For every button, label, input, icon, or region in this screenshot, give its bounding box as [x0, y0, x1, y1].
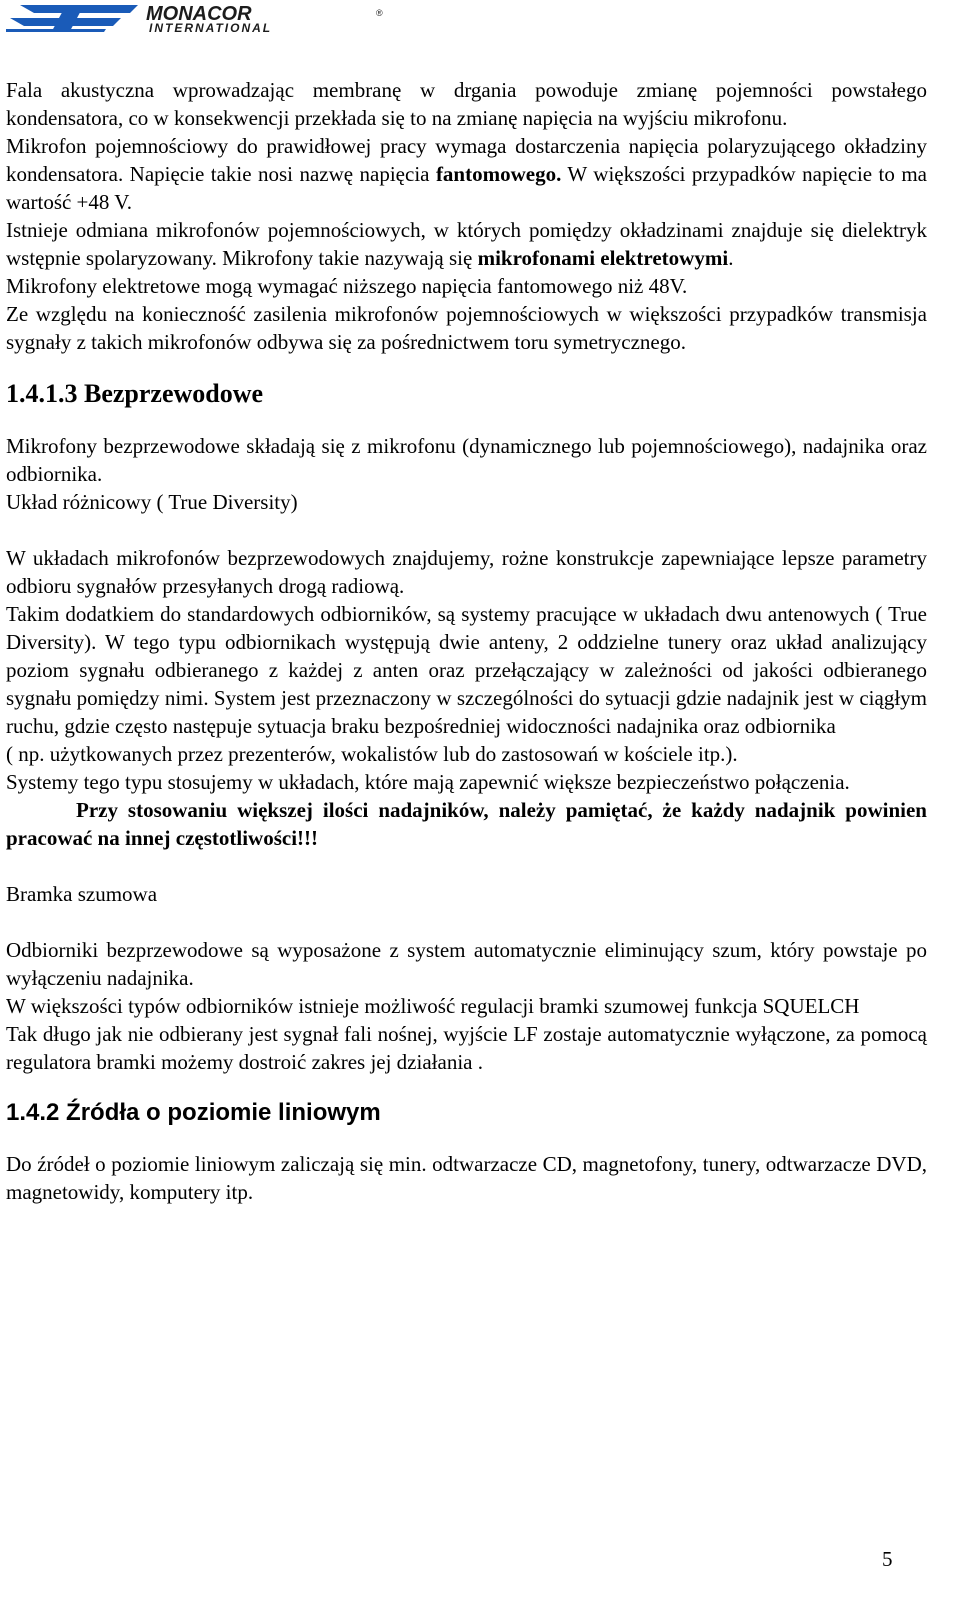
text-run: W większości przypadków napięcie to ma wartość +48 V. [6, 162, 927, 214]
paragraph-wireless-components: Mikrofony bezprzewodowe składają się z mikrofonu (dynamicznego lub pojemnościowego), nadajnika oraz odbiornika. [6, 434, 927, 486]
spacer [6, 516, 927, 544]
bold-term-electret: mikrofonami elektretowymi [477, 246, 729, 270]
paragraph-phantom-power [6, 132, 927, 216]
paragraph-electret [6, 216, 927, 272]
bold-warning: Przy stosowaniu większej ilości nadajników, należy pamiętać, że każdy nadajnik powinien pracować na innej częstotliwości!!! [6, 798, 927, 850]
text-run: Mikrofon pojemnościowy do prawidłowej pracy wymaga dostarczenia napięcia polaryzującego okładziny kondensatora. Napięcie takie nosi nazwę napięcia [6, 134, 927, 186]
paragraph-squelch: W większości typów odbiorników istnieje możliwość regulacji bramki szumowej funkcja SQUELCH [6, 994, 860, 1018]
paragraph-true-diversity-title: Układ różnicowy ( True Diversity) [6, 490, 298, 514]
logo-registered-mark: ® [376, 8, 383, 18]
document-body [6, 76, 927, 1206]
paragraph-frequency-warning [6, 796, 927, 852]
text-run: Istnieje odmiana mikrofonów pojemnościowych, w których pomiędzy okładzinami znajduje się dielektryk wstępnie spolaryzowany. Mikrofony takie nazywają się [6, 218, 927, 270]
bold-term-fantomowego: fantomowego. [435, 162, 562, 186]
paragraph-electret-voltage: Mikrofony elektretowe mogą wymagać niższego napięcia fantomowego niż 48V. [6, 274, 688, 298]
spacer [6, 908, 927, 936]
logo-brand-name: MONACOR [146, 3, 252, 25]
paragraph-line-level-sources: Do źródeł o poziomie liniowym zaliczają się min. odtwarzacze CD, magnetofony, tunery, odtwarzacze DVD, magnetowidy, komputery itp. [6, 1152, 927, 1204]
page-number: 5 [882, 1547, 893, 1571]
paragraph-dual-antenna: Takim dodatkiem do standardowych odbiorników, są systemy pracujące w układach dwu antenowych ( True Diversity). W tego typu odbiornikach występują dwie anteny, 2 oddzielne tunery oraz układ analizujący poziom sygnału odbieranego z każdej z anten oraz przełączający w zależności od jakości odbieranego sygnału pomiędzy nimi. System jest przeznaczony w szczególności do sytuacji gdzie nadajnik jest w ciągłym ruchu, gdzie często następuje sytuacja braku bezpośredniej widoczności nadajnika oraz odbiornika [6, 602, 927, 738]
spacer [6, 852, 927, 880]
paragraph-safety: Systemy tego typu stosujemy w układach, które mają zapewnić większe bezpieczeństwo połączenia. [6, 770, 850, 794]
paragraph-wireless-constructions: W układach mikrofonów bezprzewodowych znajdujemy, rożne konstrukcje zapewniające lepsze parametry odbioru sygnałów przesyłanych drogą radiową. [6, 546, 927, 598]
section-heading-142: 1.4.2 Źródła o poziomie liniowym [6, 1099, 381, 1126]
text-run: . [728, 246, 734, 270]
paragraph-symmetric-line: Ze względu na konieczność zasilenia mikrofonów pojemnościowych w większości przypadków transmisja sygnały z takich mikrofonów odbywa się za pośrednictwem toru symetrycznego. [6, 302, 927, 354]
paragraph-lf-output: Tak długo jak nie odbierany jest sygnał fali nośnej, wyjście LF zostaje automatycznie wyłączone, za pomocą regulatora bramki możemy dostroić zakres jej działania . [6, 1022, 927, 1074]
monacor-logo [6, 3, 406, 33]
paragraph-usage-examples: ( np. użytkowanych przez prezenterów, wokalistów lub do zastosowań w kościele itp.). [6, 742, 738, 766]
paragraph-noise-elimination: Odbiorniki bezprzewodowe są wyposażone z system automatycznie eliminujący szum, który powstaje po wyłączeniu nadajnika. [6, 938, 927, 990]
section-heading-1413: 1.4.1.3 Bezprzewodowe [6, 379, 264, 408]
paragraph-noise-gate-title: Bramka szumowa [6, 882, 158, 906]
paragraph-acoustic-wave: Fala akustyczna wprowadzając membranę w drgania powoduje zmianę pojemności powstałego kondensatora, co w konsekwencji przekłada się to na zmianę napięcia na wyjściu mikrofonu. [6, 78, 927, 130]
logo-brand-sub: INTERNATIONAL [149, 21, 273, 33]
